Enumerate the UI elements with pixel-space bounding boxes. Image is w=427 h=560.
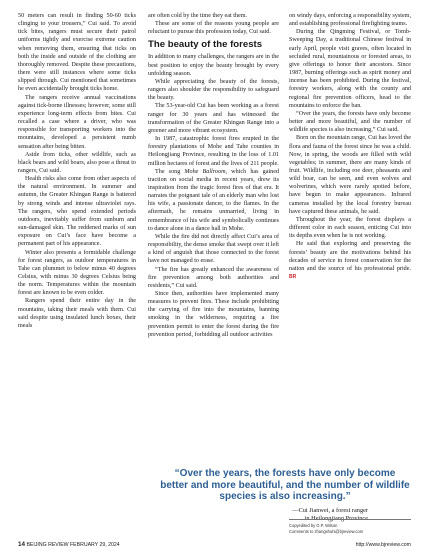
paragraph: In addition to many challenges, the rangers are in the best position to enjoy the beauty brought by every unfolding season.	[148, 54, 279, 77]
section-heading: The beauty of the forests	[148, 39, 263, 51]
pull-quote-text: “Over the years, the forests have only become better and more beautiful, and the number of wildlife species is also increasing.”	[160, 468, 410, 503]
paragraph: The rangers receive annual vaccinations against tick-borne illnesses; however, some still experience long-term effects from bites. Cui recalled a case where a driver, who was responsible for transporting workers into the mountains, developed a persistent numb sensation after being bitten.	[18, 94, 136, 150]
paragraph: “Over the years, the forests have only become better and more beautiful, and the number of wildlife species is also increasing,” Cui said.	[289, 110, 411, 134]
last-paragraph-text: He said that exploring and preserving the forests’ beauty are the motivations behind his decades of service in forest conservation for the nation and the source of his professional pride.	[289, 241, 411, 272]
comments-contact: Comments to zhangshuhi@bjreview.com	[289, 529, 364, 534]
paragraph: Rangers spend their entire day in the mountains, taking their meals with them. Cui said despite using insulated lunch boxes, their meals	[18, 298, 136, 329]
attribution-line-1: —Cui Jianwei, a forest ranger	[292, 506, 368, 514]
paragraph: on windy days, enforcing a responsibility system, and establishing professional firefighting teams.	[289, 13, 411, 28]
paragraph: During the Qingming Festival, or Tomb-Sweeping Day, a traditional Chinese festival in early April, people visit graves, often located in secluded rural, mountainous or forested areas, to give offerings to honor their ancestors. Since 1987, burning offerings such as spirit money and incense has been prohibited. During the festival, forestry workers, along with the county and regional fire prevention officers, head to the mountains to enforce the ban.	[289, 29, 411, 109]
website-url: http://www.bjreview.com	[355, 542, 411, 548]
page-number: 14	[18, 541, 26, 548]
paragraph: While the fire did not directly affect Cui’s area of responsibility, the dense smoke that swept over it left a kind of anguish that those connected to the forest have not managed to erase.	[148, 233, 279, 265]
song-text-after: , which has gained traction on social media in recent years, drew its inspiration from the tragic forest fires of that era. It narrates the poignant tale of an elderly man who lost his wife, a passionate dancer, to the flames. In the aftermath, he remains unmarried, living in remembrance of his wife and symbolically continues to dance alone in a dance hall in Mohe.	[148, 168, 280, 232]
paragraph: Since then, authorities have implemented many measures to prevent fires. These include prohibiting the carrying of fire into the mountains, banning smoking in the wilderness, requiring a fire prevention permit to enter the forest during the fire prevention period, forbidding all outdoor activities	[148, 291, 279, 338]
paragraph: 50 meters can result in finding 50-60 ticks clinging to your trousers,” Cui said. To avoid tick bites, rangers must secure their patrol uniforms tightly and exercise extreme caution when removing them, ensuring that ticks on both the inside and outside of the clothing are thoroughly removed. Despite these precautions, there were still instances where some ticks slipped through. Cui mentioned that sometimes he even accidentally brought ticks home.	[18, 13, 136, 93]
article-column-3	[289, 12, 411, 281]
pull-quote	[160, 468, 410, 523]
song-title: Mohe Ballroom	[184, 168, 226, 175]
article-column-1	[18, 12, 136, 330]
paragraph: Health risks also come from other aspects of the natural environment. In summer and autumn, the Greater Khingan Range is battered by strong winds and intense ultraviolet rays. The rangers, who spend extended periods outdoors, inevitably suffer from sunburn and sun-damaged skin. The reddened marks of sun exposure on Cui’s face have become a permanent part of his appearance.	[18, 176, 136, 248]
paragraph: Throughout the year, the forest displays a different color in each season, enticing Cui into its depths even when he is not working.	[289, 216, 411, 240]
end-mark: BR	[289, 274, 297, 280]
paragraph: Born on the mountain range, Cui has loved the flora and fauna of the forest since he was a child. Now, in spring, the woods are filled with wild vegetables; in summer, there are many kinds of fruit. Wildlife, including roe deer, pheasants and wild boar, can be seen, and even wolves and wolverines, which were rarely spotted before, have begun to make appearances. Infrared cameras installed by the local forestry bureau have captured these animals, he said.	[289, 135, 411, 215]
attribution-line-2: in Heilongjiang Province	[304, 514, 368, 522]
paragraph: “The fire has greatly enhanced the awareness of fire prevention among both authorities and residents,” Cui said.	[148, 266, 279, 289]
article-column-2	[148, 12, 279, 339]
credits	[289, 519, 411, 535]
paragraph-song	[148, 168, 279, 233]
paragraph: Winter also presents a formidable challenge for forest rangers, as outdoor temperatures in Tahe can plummet to below minus 40 degrees Celsius, with minus 30 degrees Celsius being the norm. Temperatures within the mountain forest are known to be even colder.	[18, 249, 136, 297]
paragraph: are often cold by the time they eat them.	[148, 13, 248, 19]
paragraph: While appreciating the beauty of the forests, rangers also shoulder the responsibility to safeguard the beauty.	[148, 78, 279, 102]
paragraph: In 1987, catastrophic forest fires erupted in the forestry plantations of Mohe and Tahe counties in Heilongjiang Province, resulting in the loss of 1.01 million hectares of forest and the lives of 211 people.	[148, 136, 279, 167]
paragraph: Aside from ticks, other wildlife, such as black bears and wild boars, also pose a threat to rangers, Cui said.	[18, 151, 136, 174]
copyeditor-credit: Copyedited by G.P. Wilson	[289, 523, 338, 528]
page-footer	[18, 540, 411, 550]
paragraph: These are some of the reasons young people are reluctant to pursue this profession today, Cui said.	[148, 21, 279, 36]
paragraph: The 53-year-old Cui has been working as a forest ranger for 30 years and has witnessed the transformation of the Greater Khingan Range into a greener and more vibrant ecosystem.	[148, 103, 279, 134]
paragraph-last	[289, 240, 411, 281]
magazine-issue: BEIJING REVIEW FEBRUARY 29, 2024	[26, 542, 120, 548]
song-text-before: The song	[155, 168, 185, 175]
